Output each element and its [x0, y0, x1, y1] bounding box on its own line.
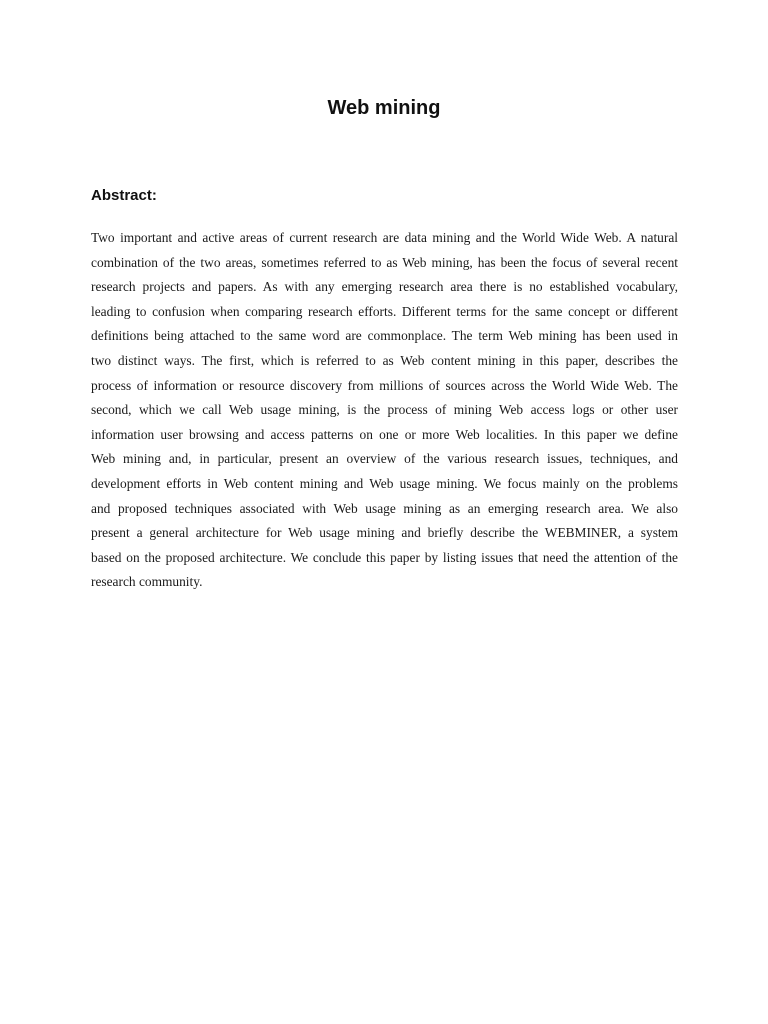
abstract-heading: Abstract:	[91, 187, 157, 204]
abstract-line: based on the proposed architecture. We conclude this paper by listing issues that need the attention of the	[91, 549, 678, 565]
abstract-body	[91, 226, 678, 595]
abstract-line: development efforts in Web content mining and Web usage mining. We focus mainly on the problems	[91, 475, 678, 491]
abstract-line: Two important and active areas of current research are data mining and the World Wide Web. A natural	[91, 230, 678, 245]
abstract-line: second, which we call Web usage mining, is the process of mining Web access logs or other user	[91, 402, 678, 418]
abstract-line: and proposed techniques associated with Web usage mining as an emerging research area. We also	[91, 500, 678, 516]
abstract-line: research projects and papers. As with any emerging research area there is no established vocabulary,	[91, 279, 678, 295]
abstract-line: research community.	[91, 574, 203, 590]
abstract-line: process of information or resource discovery from millions of sources across the World Wide Web. The	[91, 377, 678, 393]
abstract-line: information user browsing and access patterns on one or more Web localities. In this paper we define	[91, 426, 678, 442]
abstract-line: combination of the two areas, sometimes referred to as Web mining, has been the focus of several recent	[91, 254, 678, 270]
abstract-line: leading to confusion when comparing research efforts. Different terms for the same concept or different	[91, 303, 678, 319]
abstract-line: definitions being attached to the same word are commonplace. The term Web mining has been used in	[91, 328, 678, 344]
abstract-line: present a general architecture for Web usage mining and briefly describe the WEBMINER, a system	[91, 525, 678, 541]
abstract-line: two distinct ways. The first, which is referred to as Web content mining in this paper, describes the	[91, 352, 678, 368]
abstract-line: Web mining and, in particular, present an overview of the various research issues, techniques, and	[91, 451, 678, 467]
document-title: Web mining	[327, 97, 441, 119]
